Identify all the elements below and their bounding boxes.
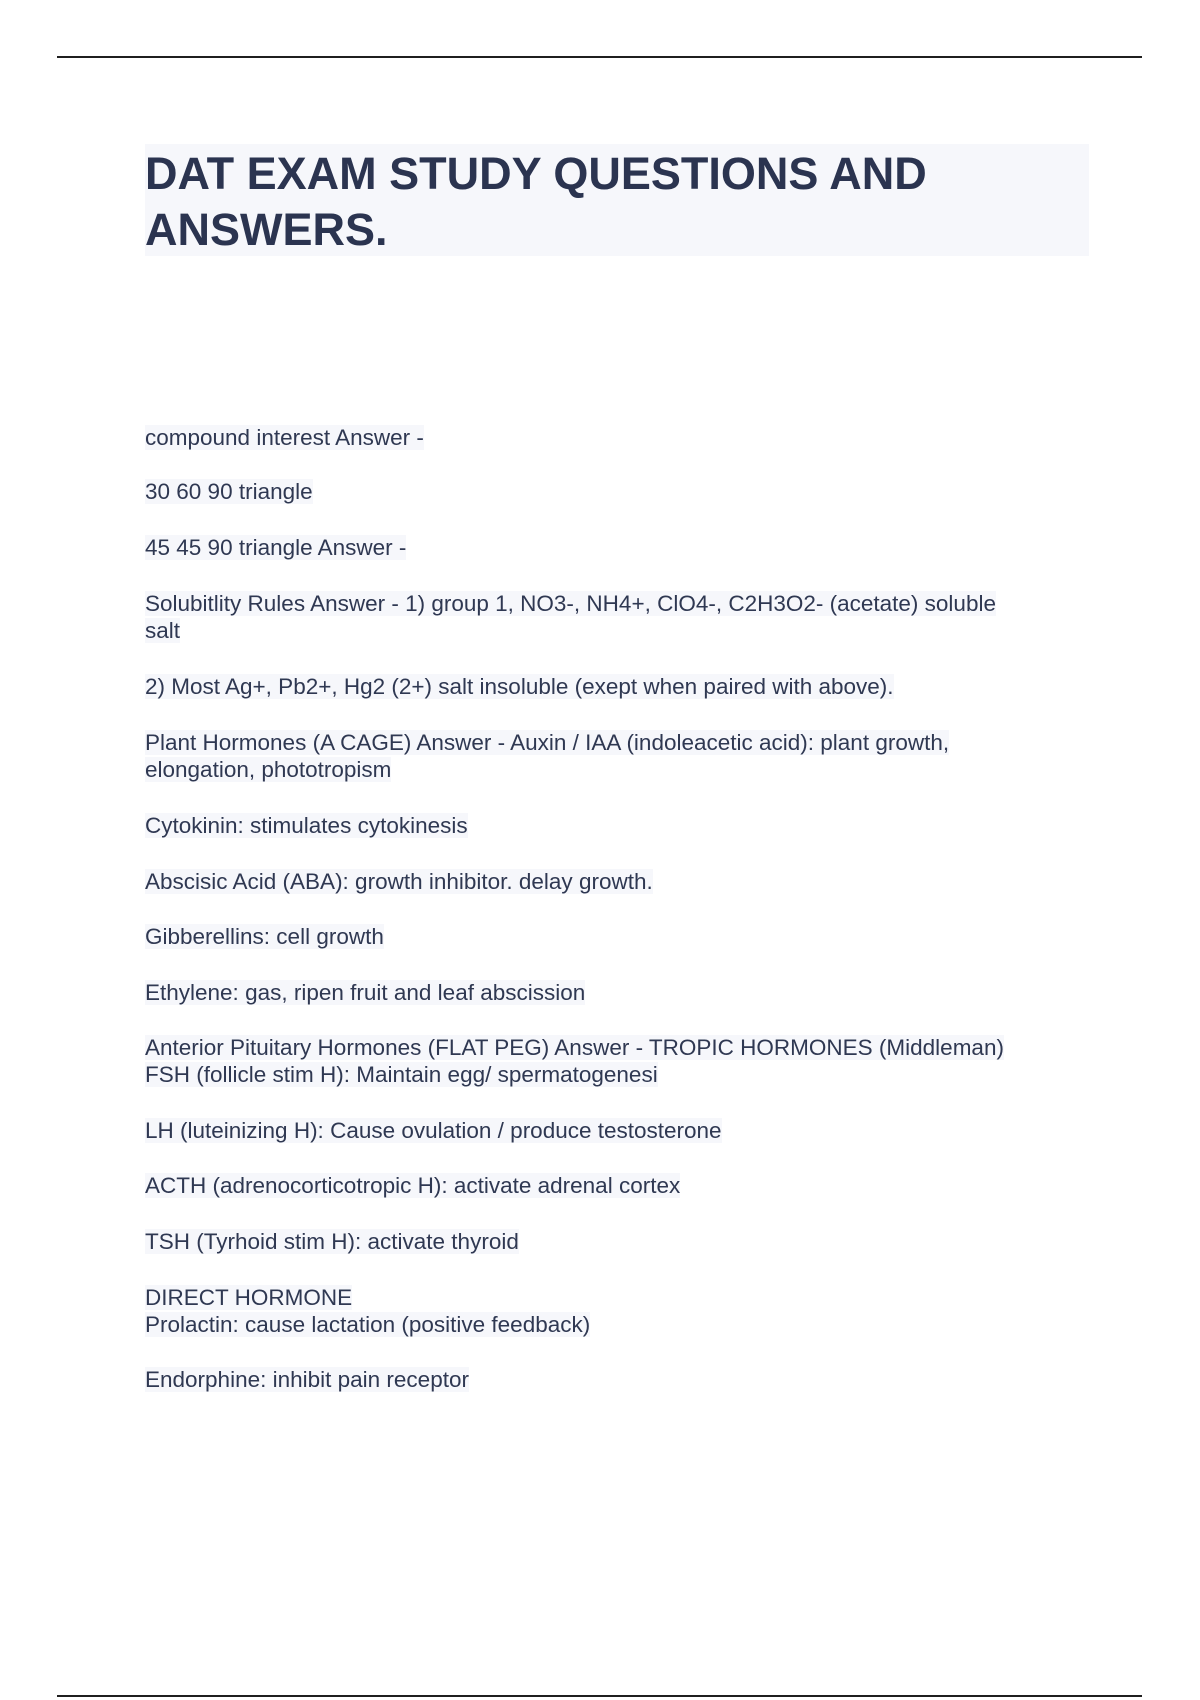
- entry-line: DIRECT HORMONE: [145, 1285, 353, 1310]
- entry-line: Solubitlity Rules Answer - 1) group 1, NO3-, NH4+, ClO4-, C2H3O2- (acetate) soluble: [145, 591, 996, 616]
- entry-line: 2) Most Ag+, Pb2+, Hg2 (2+) salt insoluble (exept when paired with above).: [145, 674, 894, 699]
- qa-entry: [145, 1117, 1095, 1144]
- qa-entry: [145, 1172, 1095, 1199]
- entry-line: TSH (Tyrhoid stim H): activate thyroid: [145, 1229, 519, 1254]
- entry-line: Plant Hormones (A CAGE) Answer - Auxin / IAA (indoleacetic acid): plant growth,: [145, 730, 950, 755]
- qa-entry: [145, 673, 1095, 700]
- qa-entry: [145, 590, 1095, 644]
- qa-entry: [145, 1366, 1095, 1393]
- entry-line: LH (luteinizing H): Cause ovulation / produce testosterone: [145, 1118, 722, 1143]
- qa-entry: [145, 979, 1095, 1006]
- document-title: DAT EXAM STUDY QUESTIONS AND ANSWERS.: [145, 148, 927, 255]
- qa-entry: [145, 1284, 1095, 1338]
- qa-entry: [145, 534, 1095, 561]
- qa-entry: [145, 923, 1095, 950]
- qa-entry: [145, 812, 1095, 839]
- top-rule: [57, 56, 1142, 58]
- entry-line: Abscisic Acid (ABA): growth inhibitor. delay growth.: [145, 869, 653, 894]
- entry-line: Prolactin: cause lactation (positive feedback): [145, 1312, 591, 1337]
- entry-line: FSH (follicle stim H): Maintain egg/ spermatogenesi: [145, 1062, 658, 1087]
- qa-entry: [145, 729, 1095, 783]
- qa-entry: [145, 868, 1095, 895]
- entry-line: Anterior Pituitary Hormones (FLAT PEG) Answer - TROPIC HORMONES (Middleman): [145, 1035, 1004, 1060]
- qa-entry: [145, 424, 1095, 451]
- entry-line: 30 60 90 triangle: [145, 479, 313, 504]
- qa-entry: [145, 478, 1095, 505]
- bottom-rule: [57, 1695, 1142, 1697]
- entry-line: Ethylene: gas, ripen fruit and leaf abscission: [145, 980, 586, 1005]
- qa-entry: [145, 1228, 1095, 1255]
- entry-line: compound interest Answer -: [145, 425, 424, 450]
- entry-line: 45 45 90 triangle Answer -: [145, 535, 407, 560]
- entry-line: Cytokinin: stimulates cytokinesis: [145, 813, 468, 838]
- entry-line: ACTH (adrenocorticotropic H): activate adrenal cortex: [145, 1173, 681, 1198]
- entry-line: Endorphine: inhibit pain receptor: [145, 1367, 469, 1392]
- entry-line: elongation, phototropism: [145, 757, 392, 782]
- qa-entry: [145, 1034, 1095, 1088]
- entry-line: salt: [145, 618, 181, 643]
- entry-line: Gibberellins: cell growth: [145, 924, 384, 949]
- qa-content: [145, 424, 1095, 1393]
